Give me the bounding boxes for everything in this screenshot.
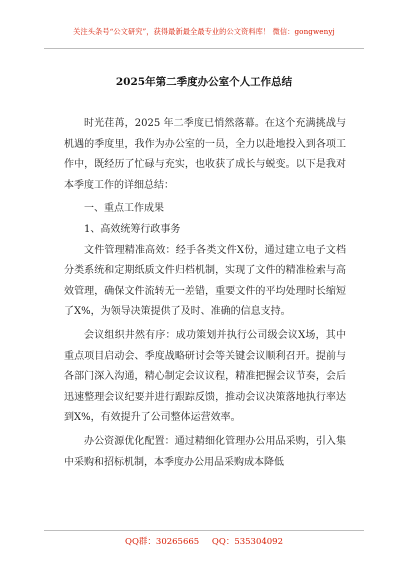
body-paragraph: 办公资源优化配置：通过精细化管理办公用品采购，引入集中采购和招标机制，本季度办公用品采购成本降低 (64, 435, 346, 468)
document-body (64, 114, 346, 473)
body-paragraph: 会议组织井然有序：成功策划并执行公司级会议X场，其中重点项目启动会、季度战略研讨会等关键会议顺利召开。提前与各部门深入沟通，精心制定会议议程，精准把握会议节奏，会后迅速整理会议纪要并进行跟踪反馈，推动会议决策落地执行率达到X%，有效提升了公司整体运营效率。 (64, 329, 346, 424)
subsection-heading: 1、高效统筹行政事务 (84, 223, 181, 235)
body-paragraph: 文件管理精准高效：经手各类文件X份，通过建立电子文档分类系统和定期纸质文件归档机制，实现了文件的精准检索与高效管理，确保文件流转无一差错，重要文件的平均处理时长缩短了X%，为领导决策提供了及时、准确的信息支持。 (64, 244, 346, 318)
header-promo-text: 关注头条号“公文研究”，获得最新最全最专业的公文资料库！ 微信：gongwenyj (73, 27, 335, 36)
footer-divider (44, 530, 364, 531)
section-heading: 一、重点工作成果 (84, 203, 164, 215)
document-title: 2025年第二季度办公室个人工作总结 (115, 76, 293, 88)
header-divider (44, 48, 364, 49)
intro-paragraph: 时光荏苒，2025 年二季度已悄然落幕。在这个充满挑战与机遇的季度里，我作为办公室的一员，全力以赴地投入到各项工作中，既经历了忙碌与充实，也收获了成长与蜕变。以下是我对本季度工作的详细总结： (64, 118, 346, 191)
footer-contacts: QQ群：30265665 QQ：535304092 (124, 537, 283, 547)
